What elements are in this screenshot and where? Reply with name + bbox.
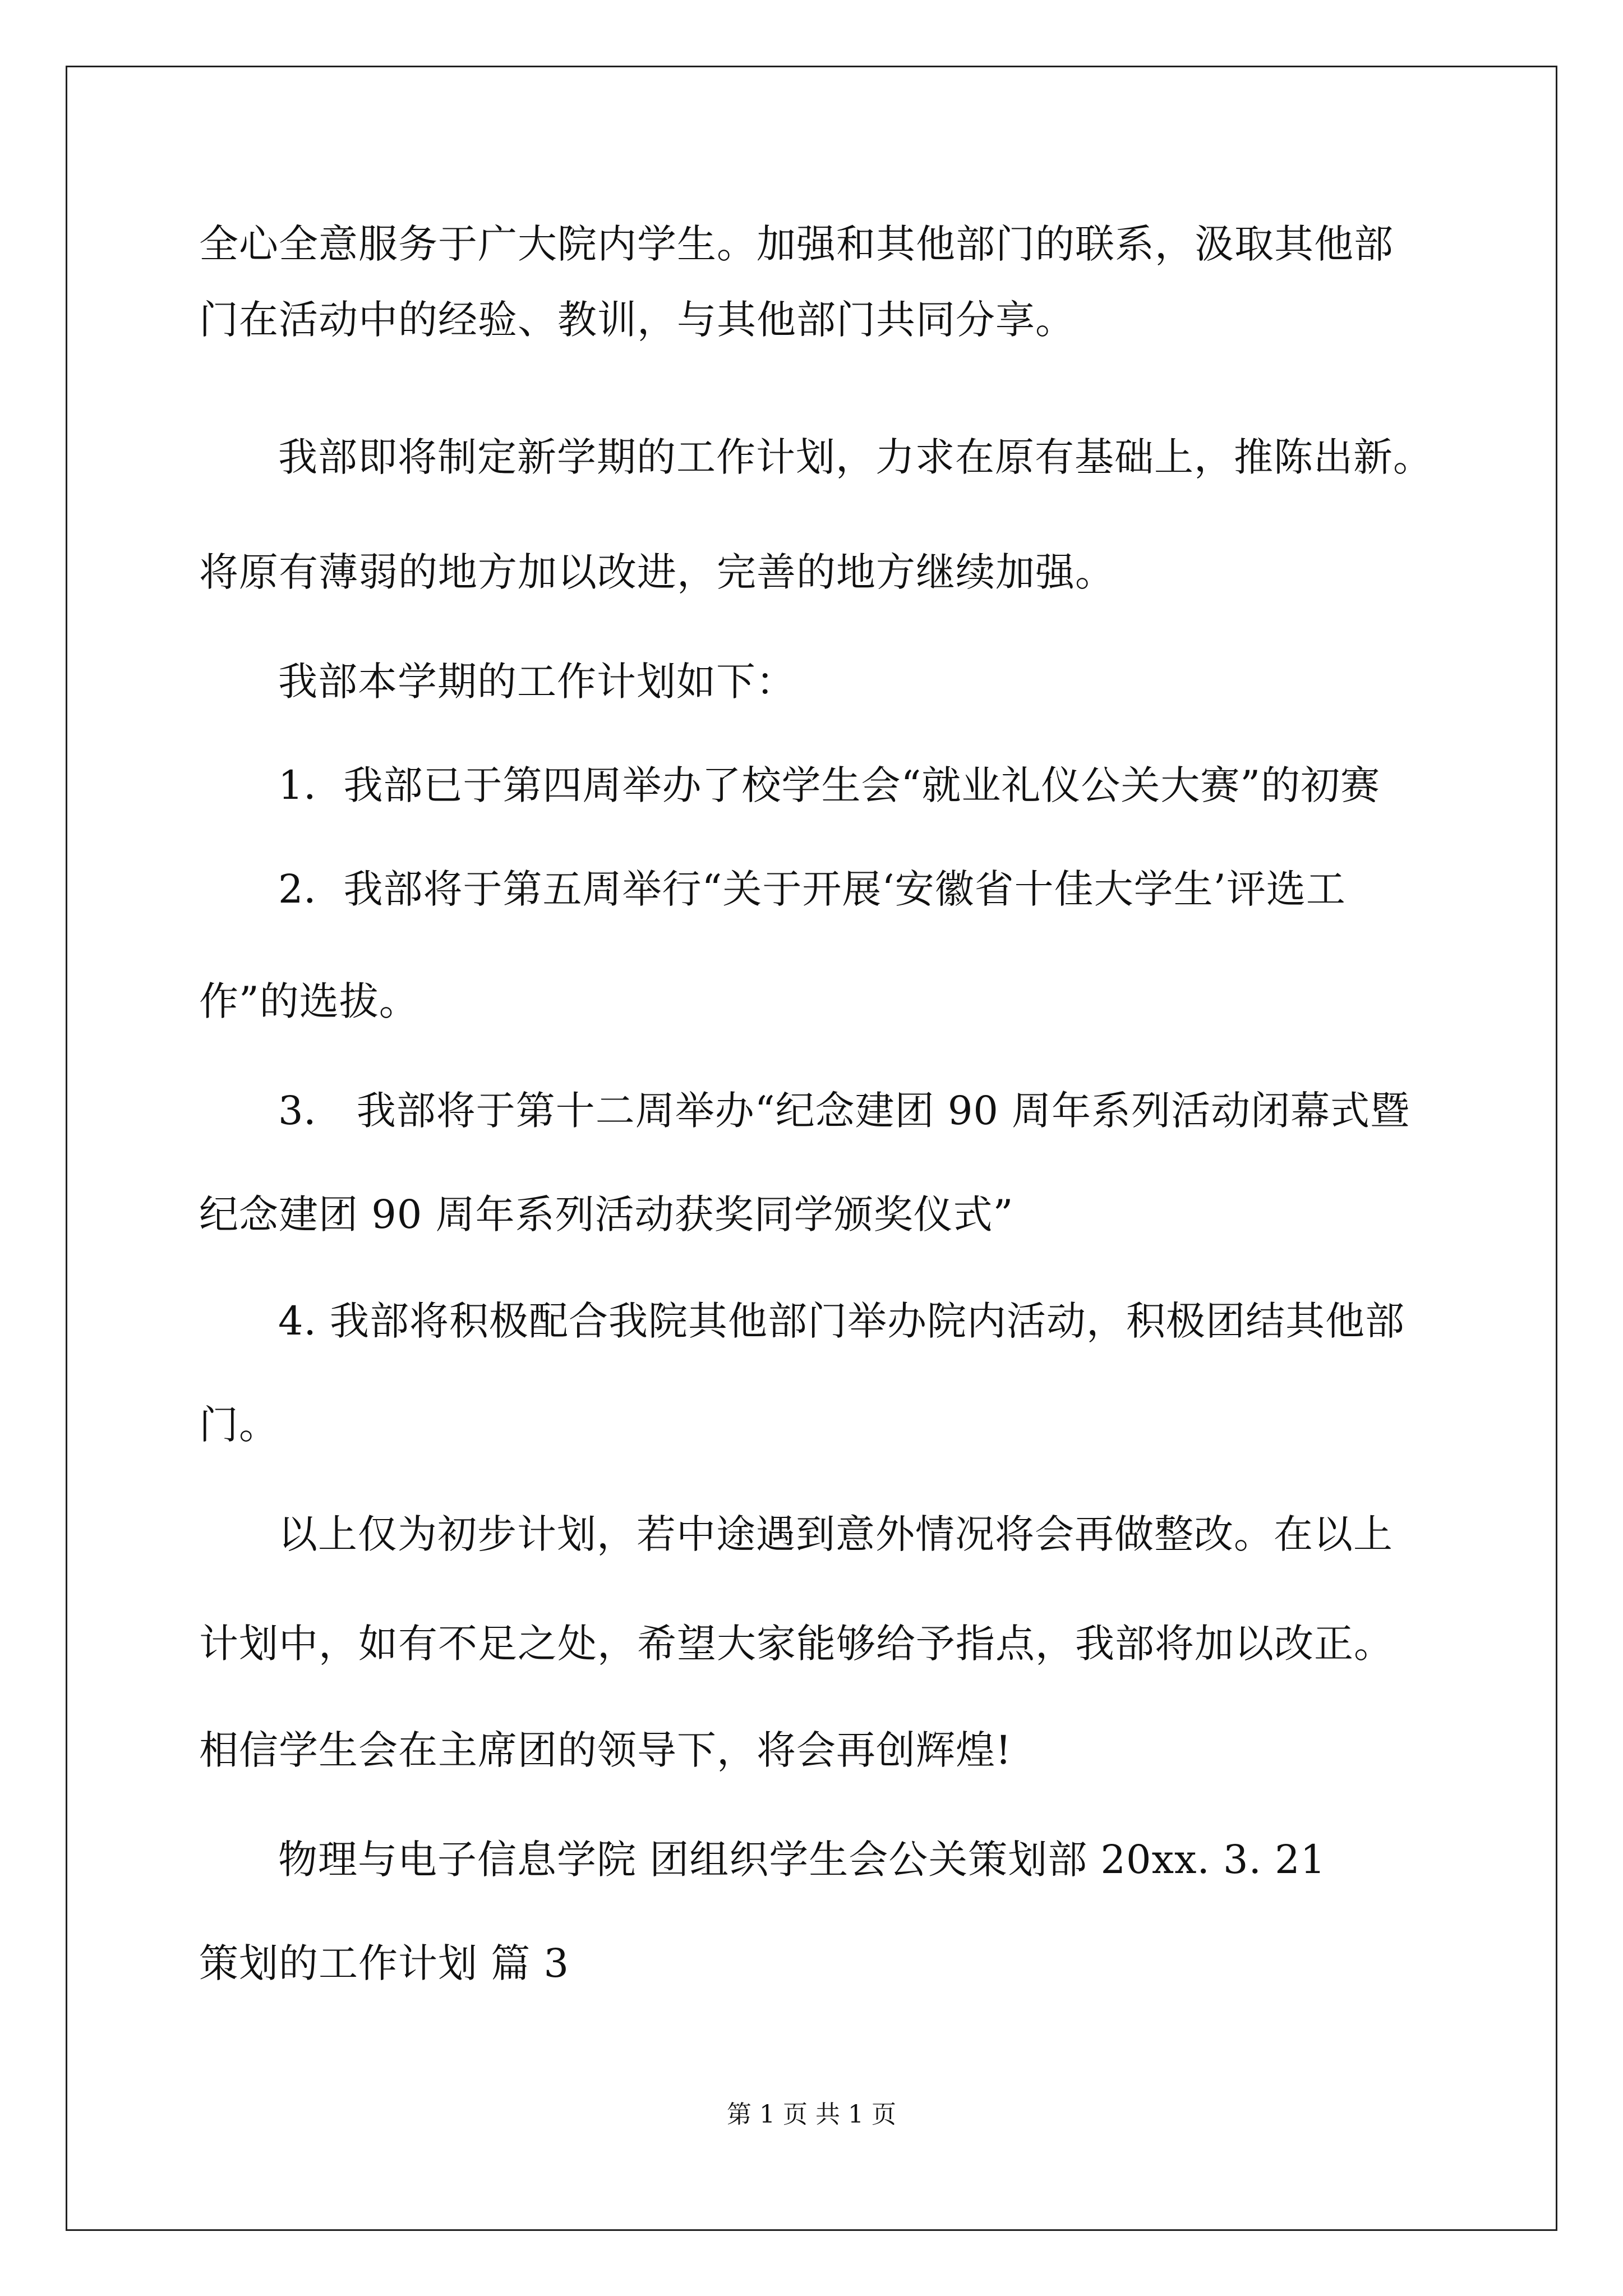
section-heading: 策划的工作计划 篇 3	[199, 1940, 570, 1986]
text-line: 计划中，如有不足之处，希望大家能够给予指点，我部将加以改正。	[199, 1621, 1394, 1667]
text-line: 门。	[199, 1402, 279, 1448]
page-border	[66, 66, 1557, 2231]
text-line: 纪念建团 90 周年系列活动获奖同学颁奖仪式”	[199, 1191, 1014, 1237]
text-line: 门在活动中的经验、教训，与其他部门共同分享。	[199, 297, 1075, 343]
list-item: 3． 我部将于第十二周举办“纪念建团 90 周年系列活动闭幕式暨	[278, 1088, 1410, 1134]
list-item: 4. 我部将积极配合我院其他部门举办院内活动，积极团结其他部	[278, 1298, 1405, 1344]
text-line: 我部即将制定新学期的工作计划，力求在原有基础上，推陈出新。	[278, 434, 1433, 480]
text-line: 以上仅为初步计划，若中途遇到意外情况将会再做整改。在以上	[278, 1511, 1393, 1557]
text-line: 全心全意服务于广大院内学生。加强和其他部门的联系，汲取其他部	[199, 221, 1394, 267]
text-line: 将原有薄弱的地方加以改进，完善的地方继续加强。	[199, 549, 1115, 595]
text-line: 我部本学期的工作计划如下：	[278, 659, 796, 705]
list-item: 1．我部已于第四周举办了校学生会“就业礼仪公关大赛”的初赛	[278, 762, 1381, 808]
signature-line: 物理与电子信息学院 团组织学生会公关策划部 20xx. 3. 21	[278, 1837, 1326, 1883]
page-footer: 第 1 页 共 1 页	[727, 2100, 896, 2129]
list-item: 2．我部将于第五周举行“关于开展‘安徽省十佳大学生’评选工	[278, 866, 1346, 912]
text-line: 作”的选拔。	[199, 978, 419, 1024]
text-line: 相信学生会在主席团的领导下，将会再创辉煌!	[199, 1727, 1012, 1773]
